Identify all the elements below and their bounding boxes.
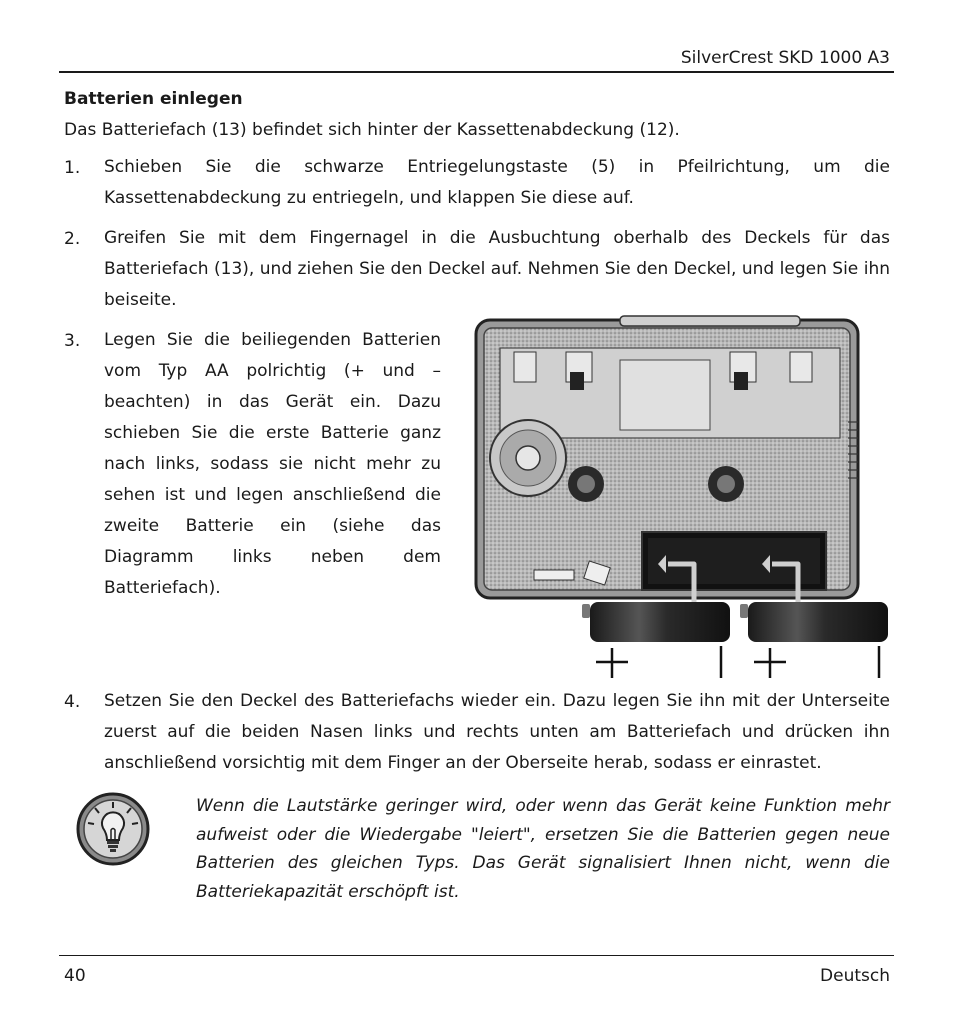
step-1-number: 1. — [64, 158, 81, 178]
step-3-number: 3. — [64, 331, 81, 351]
lightbulb-icon — [74, 790, 152, 868]
note-text: Wenn die Lautstärke geringer wird, oder wenn das Gerät keine Funktion mehr aufweist oder die Wiedergabe "leiert", ersetzen Sie die Batterien gegen neue Batterien des gleichen Typs. Das Gerät signalisiert Ihnen nicht, wenn die Batteriekapazität erschöpft ist. — [196, 796, 890, 902]
header-rule — [59, 71, 894, 73]
step-2-text: Greifen Sie mit dem Fingernagel in die Ausbuchtung oberhalb des Deckels für das Batteriefach (13), und ziehen Sie den Deckel auf. Nehmen Sie den Deckel, und legen Sie ihn beiseite. — [104, 228, 890, 310]
step-1-text: Schieben Sie die schwarze Entriegelungstaste (5) in Pfeilrichtung, um die Kassettenabdeckung zu entriegeln, und klappen Sie diese auf. — [104, 157, 890, 208]
polarity-markers — [596, 646, 879, 678]
battery-left — [582, 602, 730, 642]
section-intro: Das Batteriefach (13) befindet sich hinter der Kassettenabdeckung (12). — [64, 120, 680, 140]
step-3-text: Legen Sie die beiliegenden Batterien vom Typ AA polrichtig (+ und – beachten) in das Gerät ein. Dazu schieben Sie die erste Batterie ganz nach links, sodass sie nicht mehr zu sehen ist und legen anschließend die zweite Batterie ein (siehe das Diagramm links neben dem Batteriefach). — [104, 330, 441, 598]
section-title: Batterien einlegen — [64, 89, 243, 109]
step-4-text: Setzen Sie den Deckel des Batteriefachs wieder ein. Dazu legen Sie ihn mit der Unterseite zuerst auf die beiden Nasen links und rechts unten am Batteriefach und drücken ihn anschließend vorsichtig mit dem Finger an der Oberseite herab, sodass er einrastet. — [104, 691, 890, 773]
footer-rule — [59, 955, 894, 956]
step-2-number: 2. — [64, 229, 81, 249]
step-4-number: 4. — [64, 692, 81, 712]
battery-right — [740, 602, 888, 642]
header-product: SilverCrest SKD 1000 A3 — [680, 48, 890, 68]
footer-language: Deutsch — [820, 966, 890, 986]
cassette-device-illustration — [470, 312, 894, 684]
page-number: 40 — [64, 966, 86, 986]
